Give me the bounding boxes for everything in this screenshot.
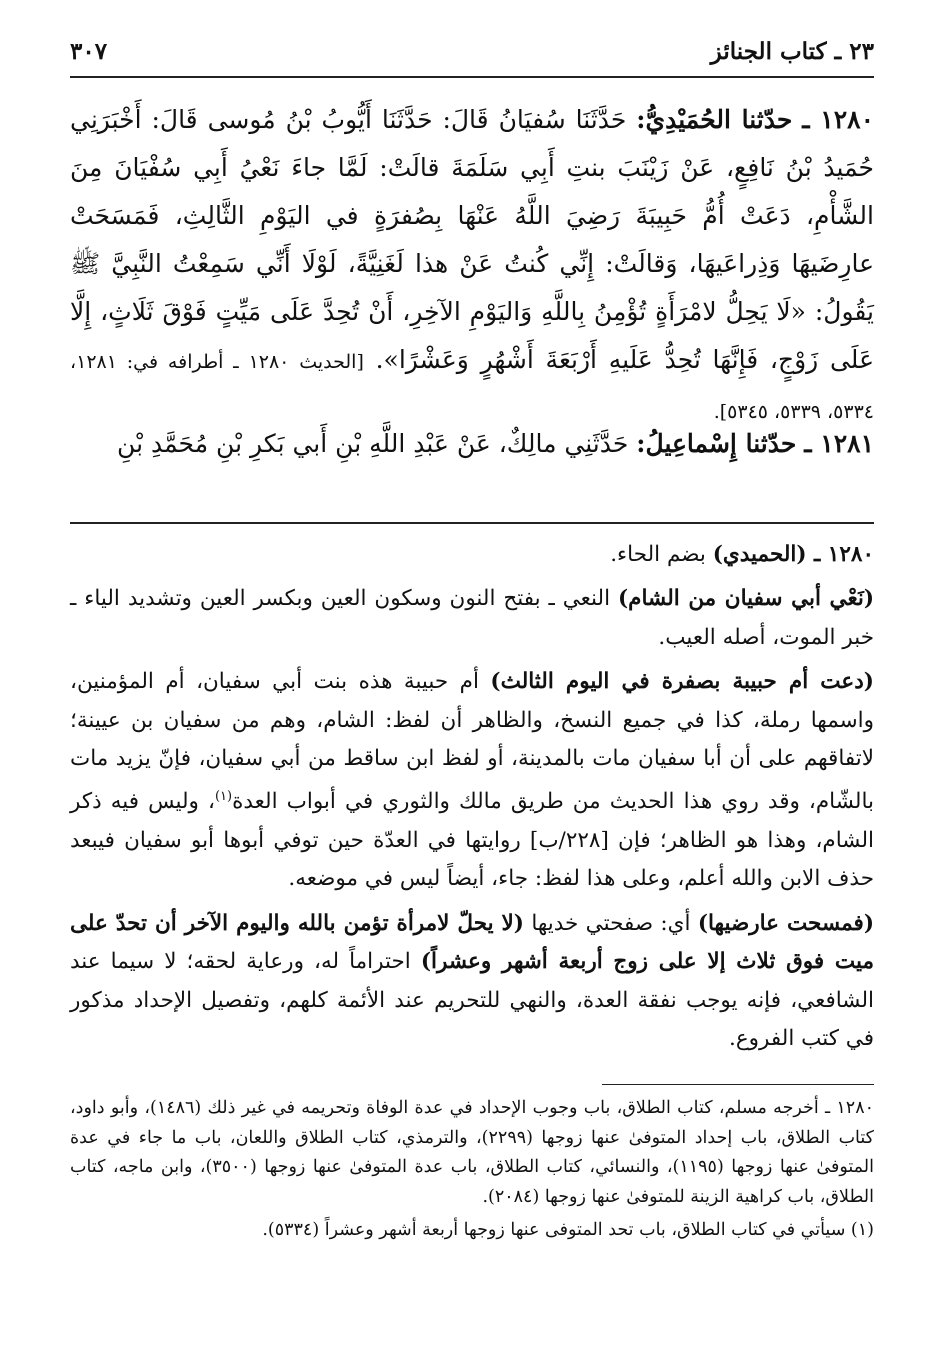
page-header [70, 36, 874, 76]
commentary-lemma: (فمسحت عارضيها) [697, 910, 874, 936]
hadith-number: ١٢٨٠ ـ [802, 105, 874, 134]
page-number: ٣٠٧ [70, 38, 108, 65]
hadith-1281 [70, 420, 874, 468]
commentary-lemma: (نَعْي أبي سفيان من الشام) [618, 586, 874, 612]
commentary-text: ، وليس فيه ذكر الشام، وهذا هو الظاهر؛ فإن [٢٢٨/ب] روايتها في العدّة حين توفي أبوها أبو سفيان فيبعد حذف الابن والله أعلم، وعلى هذا لفظ: جاء، أيضاً ليس في موضعه. [70, 789, 875, 892]
commentary-lemma: (دعت أم حبيبة بصفرة في اليوم الثالث) [490, 669, 874, 695]
commentary-text: احتراماً له، ورعاية لحقه؛ لا سيما عند الشافعي، فإنه يوجب نفقة العدة، والنهي للتحريم عند الأئمة كلهم، وتفصيل الإحداد مذكور في كتب الفروع. [70, 949, 874, 1052]
commentary-lemma: ١٢٨٠ ـ (الحميدي) [712, 542, 874, 567]
commentary-lemma: (لا يحلّ لامرأة تؤمن بالله واليوم الآخر أن تحدّ على ميت فوق ثلاث إلا على زوج أربعة أشهر وعشراً) [70, 910, 874, 975]
commentary-paragraph [70, 663, 874, 899]
commentary-text: أي: صفحتي خديها [531, 910, 691, 936]
chapter-title: ٢٣ ـ كتاب الجنائز [710, 38, 874, 65]
hadith-1280 [70, 96, 874, 436]
footnote: ١٢٨٠ ـ أخرجه مسلم، كتاب الطلاق، باب وجوب الإحداد في عدة الوفاة وتحريمه في غير ذلك (١٤٨٦)، وأبو داود، كتاب الطلاق، باب إحداد المتوفىٰ عنها زوجها (٢٢٩٩)، والترمذي، كتاب الطلاق واللعان، باب ما جاء في عدة المتوفىٰ عنها زوجها (١١٩٥)، والنسائي، كتاب الطلاق، باب عدة المتوفىٰ عنها زوجها (٣٥٠٠)، وابن ماجه، كتاب الطلاق، باب كراهية الزينة للمتوفىٰ عنها زوجها (٢٠٨٤). [70, 1098, 875, 1207]
commentary-divider [70, 522, 874, 524]
hadith-narrator: حدّثنا الحُمَيْدِيُّ: [636, 105, 793, 134]
hadith-text: حَدَّثَنَا سُفيَانُ قَالَ: حَدَّثَنَا أَيُّوبُ بْنُ مُوسى قَالَ: أَخْبَرَنِي حُمَيدُ بْنُ نَافِعٍ، عَنْ زَيْنَبَ بنتِ أَبِي سَلَمَةَ قالَتْ: لَمَّا جاءَ نَعْيُ أَبِي سُفْيَانَ مِنَ الشَّأْمِ، دَعَتْ أُمُّ حَبِيبَةَ رَضِيَ اللَّهُ عَنْهَا بِصُفرَةٍ في اليَوْمِ الثَّالِثِ، فَمَسَحَتْ عارِضَيهَا وَذِراعَيهَا، وَقالَتْ: إِنِّي كُنتُ عَنْ هذا لَغَنِيَّةً، لَوْلَا أَنِّي سَمِعْتُ النَّبِيَّ ﷺ يَقُولُ: «لَا يَحِلُّ لامْرَأَةٍ تُؤْمِنُ بِاللَّهِ وَاليَوْمِ الآخِرِ، أَنْ تُحِدَّ عَلَى مَيِّتٍ فَوْقَ ثَلَاثٍ، إِلَّا عَلَى زَوْجٍ، فَإِنَّهَا تُحِدُّ عَلَيهِ أَرْبَعَةَ أَشْهُرٍ وَعَشْرًا». [70, 105, 875, 374]
footnotes [70, 1094, 874, 1250]
commentary-paragraph [70, 536, 874, 574]
footnotes-divider [602, 1084, 874, 1085]
commentary [70, 536, 874, 1064]
footnote-marker[interactable]: (١) [214, 789, 233, 805]
hadith-references: [الحديث ١٢٨٠ ـ أطرافه في: ١٢٨١، ٥٣٣٤، ٥٣٣٩، ٥٣٤٥]. [70, 351, 874, 423]
footnote: (١) سيأتي في كتاب الطلاق، باب تحد المتوفى عنها زوجها أربعة أشهر وعشراً (٥٣٣٤). [262, 1220, 874, 1240]
hadith-text: حَدَّثَنِي مالِكٌ، عَنْ عَبْدِ اللَّهِ بْنِ أَبي بَكرِ بْنِ مُحَمَّدِ بْنِ [117, 429, 629, 458]
commentary-paragraph [70, 905, 874, 1059]
commentary-paragraph [70, 580, 874, 657]
commentary-text: بضم الحاء. [610, 542, 706, 567]
hadith-narrator: حدّثنا إِسْماعِيلُ: [636, 429, 797, 458]
header-divider [70, 76, 874, 78]
commentary-text: النعي ـ بفتح النون وسكون العين وبكسر العين وتشديد الياء ـ خبر الموت، أصله العيب. [70, 586, 874, 650]
hadith-number: ١٢٨١ ـ [804, 429, 874, 458]
commentary-text: أم حبيبة هذه بنت أبي سفيان، أم المؤمنين، واسمها رملة، كذا في جميع النسخ، والظاهر أن لفظ: الشام، وهم من سفيان بن عيينة؛ لاتفاقهم على أن أبا سفيان مات بالمدينة، أو لفظ ابن ساقط من أبي سفيان، فإنّ يزيد مات بالشّام، وقد روي هذا الحديث من طريق مالك والثوري في أبواب العدة [70, 669, 874, 815]
